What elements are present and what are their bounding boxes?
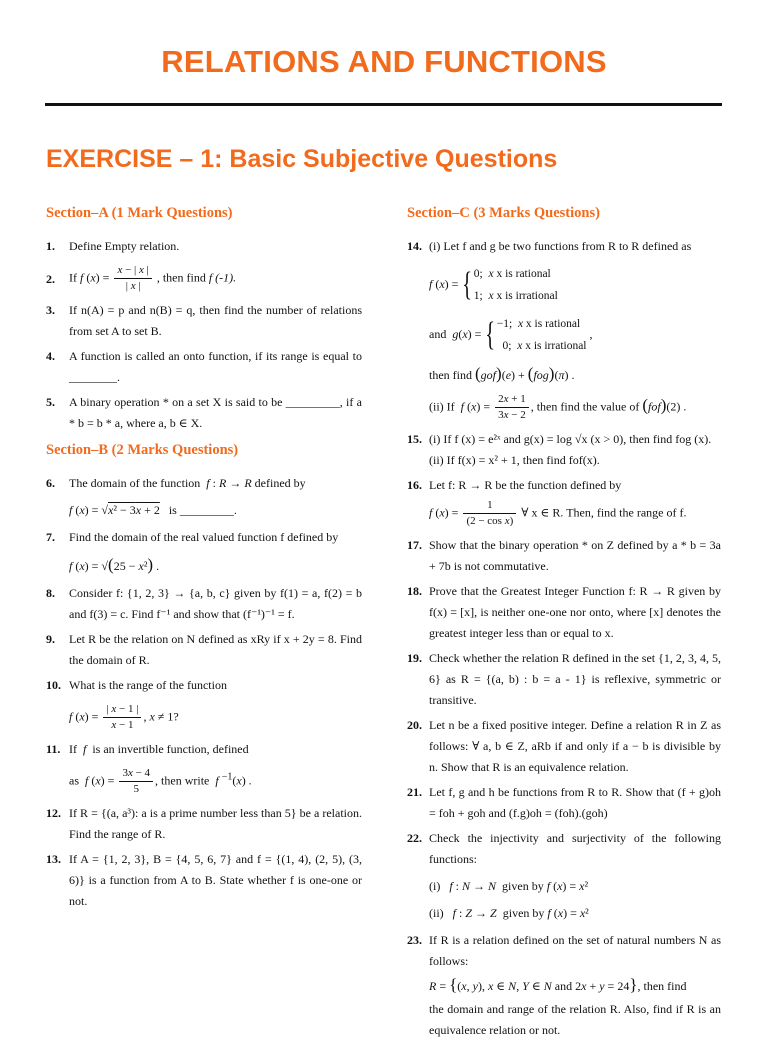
formula-fraction: $\frac{3x - 4}{5}$ bbox=[119, 766, 153, 797]
question-16: 16. Let f: R → R be the function defined by f (x) = $\frac{1}{\text{(2 − cos x)}}$ ∀ x ∈ R. Then, find the range of f. bbox=[407, 478, 687, 527]
question-22: 22. Check the injectivity and surjectivity of the following functions: (i) f : N → N given by f (x) = x² (ii) f : Z → Z given by f (x) = x² bbox=[407, 831, 721, 920]
question-11: 11. If f is an invertible function, defined as f (x) = $\frac{3x - 4}{5}$ , then write f $^{-1}$(x) . bbox=[46, 742, 252, 795]
question-2: 2. If f (x) = $\frac{x - | x |}{| x |}$ , then find f (-1). bbox=[46, 264, 237, 292]
formula-fraction: $\frac{1}{\text{(2 − cos x)}}$ bbox=[463, 498, 516, 529]
question-10: 10. What is the range of the function f (x) = $\frac{| x - 1 |}{x - 1}$ , x ≠ 1? bbox=[46, 678, 227, 731]
question-18: 18. Prove that the Greatest Integer Function f: R → R given by f(x) = [x], is neither one-one nor onto, where [x] denotes the greatest integer less than or equal to x. bbox=[407, 584, 721, 640]
question-7: 7. Find the domain of the real valued function f defined by f (x) = √(25 − x²) . bbox=[46, 530, 339, 574]
question-13: 13. If A = {1, 2, 3}, B = {4, 5, 6, 7} and f = {(1, 4), (2, 5), (3, 6)} is a function from A to B. State whether f is one-one or not. bbox=[46, 852, 362, 908]
section-b-heading: Section–B (2 Marks Questions) bbox=[46, 442, 239, 458]
question-3: 3. If n(A) = p and n(B) = q, then find the number of relations from set A to set B. bbox=[46, 303, 362, 338]
question-12: 12. If R = {(a, a³): a is a prime number less than 5} be a relation. Find the range of R. bbox=[46, 806, 362, 841]
question-19: 19. Check whether the relation R defined in the set {1, 2, 3, 4, 5, 6} as R = {(a, b) : b = a - 1} is reflexive, symmetric or transitive. bbox=[407, 651, 721, 707]
section-a-heading: Section–A (1 Mark Questions) bbox=[46, 205, 233, 221]
exercise-heading: EXERCISE – 1: Basic Subjective Questions bbox=[46, 145, 558, 173]
question-4: 4. A function is called an onto function, if its range is equal to ________. bbox=[46, 349, 362, 384]
formula-fraction: $\frac{2x + 1}{3x - 2}$ bbox=[495, 392, 529, 423]
section-c-heading: Section–C (3 Marks Questions) bbox=[407, 205, 600, 221]
right-column bbox=[407, 205, 721, 1045]
formula-fraction: $\frac{| x - 1 |}{x - 1}$ bbox=[103, 702, 141, 733]
question-23: 23. If R is a relation defined on the set of natural numbers N as follows: R = {(x, y), x ∈ N, Y ∈ N and 2x + y = 24}, then find the domain and range of the relation R. Also, find if R is an equivalence relation or not. bbox=[407, 933, 721, 1037]
question-15: 15. (i) If f (x) = e²ˣ and g(x) = log √x (x > 0), then find fog (x). (ii) If f(x) = x² + 1, then find fof(x). bbox=[407, 432, 712, 467]
question-8: 8. Consider f: {1, 2, 3} → {a, b, c} given by f(1) = a, f(2) = b and f(3) = c. Find f⁻¹ and show that (f⁻¹)⁻¹ = f. bbox=[46, 586, 362, 621]
page-title: RELATIONS AND FUNCTIONS bbox=[161, 44, 607, 79]
title-divider bbox=[45, 103, 722, 106]
question-6: 6. The domain of the function f : R → R defined by f (x) = √x² − 3x + 2 is _________. bbox=[46, 476, 306, 517]
question-21: 21. Let f, g and h be functions from R to R. Show that (f + g)oh = foh + goh and (f.g)oh = (foh).(goh) bbox=[407, 785, 721, 820]
question-17: 17. Show that the binary operation * on Z defined by a * b = 3a + 7b is not commutative. bbox=[407, 538, 721, 573]
question-9: 9. Let R be the relation on N defined as xRy if x + 2y = 8. Find the domain of R. bbox=[46, 632, 362, 667]
formula-fraction: $\frac{x - | x |}{| x |}$ bbox=[114, 263, 151, 294]
question-5: 5. A binary operation * on a set X is said to be _________, if a * b = b * a, where a, b ∈ X. bbox=[46, 395, 362, 430]
question-14: 14. (i) Let f and g be two functions from R to R defined as f (x) = {0; x x is rational 1; x x is irrational and g(x) = {−1; x x is rational 0; x x is irrational , then find (gof)(e) + (fog)(π) . (ii) If f (x) = $\frac{2x + 1}{3x - 2}$ , then find the value of (fof)(2) . bbox=[407, 239, 692, 421]
question-20: 20. Let n be a fixed positive integer. Define a relation R in Z as follows: ∀ a, b ∈ Z, aRb if and only if a − b is divisible by n. Show that R is an equivalence relation. bbox=[407, 718, 721, 774]
question-1: 1. Define Empty relation. bbox=[46, 239, 180, 253]
left-column bbox=[46, 205, 362, 916]
